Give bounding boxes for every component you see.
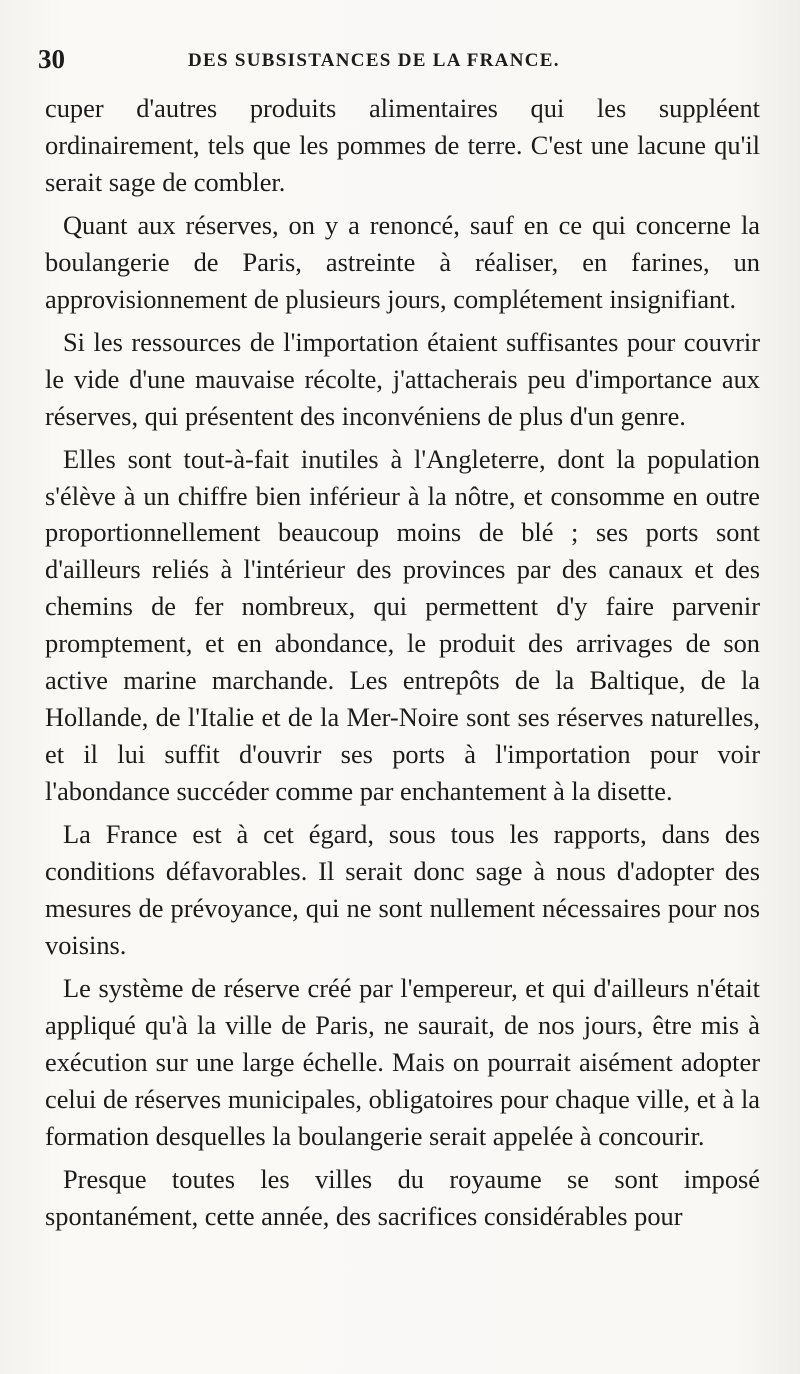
page-number: 30: [38, 44, 65, 74]
paragraph-5: La France est à cet égard, sous tous les rapports, dans des conditions défavorables. Il serait donc sage à nous d'adopter des mesures de prévoyance, qui ne sont nullement nécessaires pour nos voisins.: [45, 819, 760, 960]
paragraph-3: Si les ressources de l'importation étaient suffisantes pour couvrir le vide d'une mauvaise récolte, j'attacherais peu d'importance aux réserves, qui présentent des inconvéniens de plus d'un genre.: [45, 326, 760, 431]
paragraph-2: Quant aux réserves, on y a renoncé, sauf en ce qui concerne la boulangerie de Paris, astreinte à réaliser, en farines, un approvisionnement de plusieurs jours, complétement insignifiant.: [45, 209, 760, 314]
paragraph-7: Presque toutes les villes du royaume se sont imposé spontanément, cette année, des sacrifices considérables pour: [45, 1163, 760, 1231]
paragraph-4: Elles sont tout-à-fait inutiles à l'Angleterre, dont la population s'élève à un chiffre bien inférieur à la nôtre, et consomme en outre proportionnellement beaucoup moins de blé ; ses ports sont d'ailleurs reliés à l'intérieur des provinces par des canaux et des chemins de fer nombreux, qui permettent d'y faire parvenir promptement, et en abondance, le produit des arrivages de son active marine marchande. Les entrepôts de la Baltique, de la Hollande, de l'Italie et de la Mer-Noire sont ses réserves naturelles, et il lui suffit d'ouvrir ses ports à l'importation pour voir l'abondance succéder comme par enchantement à la disette.: [45, 443, 760, 807]
body-text: [45, 90, 760, 1241]
running-title: DES SUBSISTANCES DE LA FRANCE.: [188, 50, 560, 71]
page-header: [38, 44, 752, 78]
paragraph-6: Le système de réserve créé par l'empereur, et qui d'ailleurs n'était appliqué qu'à la ville de Paris, ne saurait, de nos jours, être mis à exécution sur une large échelle. Mais on pourrait aisément adopter celui de réserves municipales, obligatoires pour chaque ville, et à la formation desquelles la boulangerie serait appelée à concourir.: [45, 972, 760, 1151]
paragraph-1: cuper d'autres produits alimentaires qui les suppléent ordinairement, tels que les pommes de terre. C'est une lacune qu'il serait sage de combler.: [45, 93, 760, 197]
